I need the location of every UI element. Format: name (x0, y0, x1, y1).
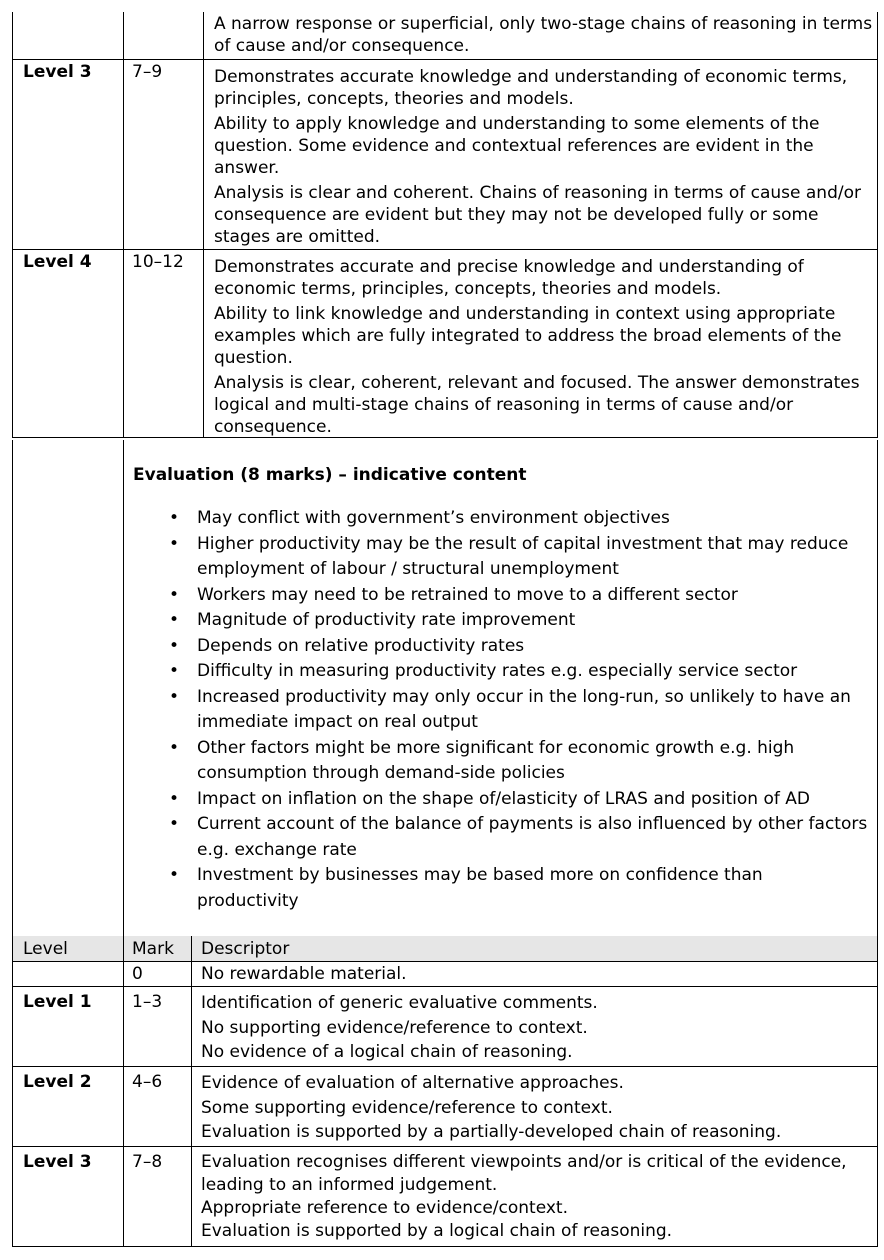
descriptor-text: Ability to apply knowledge and understanding to some elements of the question. Some evidence and contextual references are evident in the answer. (214, 114, 820, 178)
list-item (133, 787, 877, 813)
list-item (133, 532, 877, 583)
descriptor-text: No evidence of a logical chain of reasoning. (201, 1042, 573, 1062)
bullet-text: May conflict with government’s environment objectives (197, 508, 670, 528)
bullet-text: Investment by businesses may be based more on confidence than productivity (197, 865, 763, 911)
descriptor-cell (191, 987, 877, 1066)
table-row (13, 1147, 877, 1247)
level-cell (13, 962, 123, 986)
bullet-text: Higher productivity may be the result of capital investment that may reduce employment of labour / structural unemployment (197, 533, 849, 579)
bullet-text: Other factors might be more significant for economic growth e.g. high consumption through demand-side policies (197, 737, 795, 783)
evaluation-section (12, 440, 878, 936)
list-item (133, 583, 877, 609)
descriptor-text: Evidence of evaluation of alternative approaches. (201, 1073, 624, 1093)
evaluation-content (123, 440, 877, 936)
level-cell: Level 3 (23, 62, 92, 82)
list-item (133, 634, 877, 660)
descriptor-text: Evaluation is supported by a logical chain of reasoning. (201, 1221, 673, 1241)
descriptor-text: Analysis is clear and coherent. Chains of reasoning in terms of cause and/or consequence are evident but they may not be developed fully or some stages are omitted. (214, 183, 861, 247)
list-item (133, 659, 877, 685)
descriptor-text: No supporting evidence/reference to context. (201, 1017, 588, 1038)
bullet-icon: • (169, 584, 180, 605)
empty-level-column (13, 440, 123, 936)
mark-cell: 1–3 (123, 987, 191, 1066)
bullet-icon: • (169, 865, 180, 885)
mark-cell: 0 (123, 962, 191, 986)
list-item (133, 812, 877, 863)
list-item (133, 506, 877, 532)
table-row (13, 12, 877, 60)
descriptor-text: Analysis is clear, coherent, relevant and focused. The answer demonstrates logical and multi-stage chains of reasoning in terms of cause and/or consequence. (214, 373, 860, 437)
bullet-icon: • (169, 610, 180, 630)
mark-cell: 7–8 (123, 1147, 191, 1246)
list-item (133, 608, 877, 634)
bullet-text: Impact on inflation on the shape of/elasticity of LRAS and position of AD (197, 788, 810, 809)
descriptor-text: A narrow response or superficial, only two-stage chains of reasoning in terms of cause and/or consequence. (214, 14, 873, 56)
indicative-content-list (133, 506, 877, 914)
bullet-icon: • (169, 788, 180, 809)
descriptor-text: Demonstrates accurate and precise knowledge and understanding of economic terms, principles, concepts, theories and models. (214, 257, 804, 299)
descriptor-cell (203, 12, 877, 59)
level-cell (13, 12, 123, 59)
mark-cell: 7–9 (123, 60, 203, 249)
descriptor-text: Identification of generic evaluative comments. (201, 993, 598, 1013)
mark-cell: 10–12 (123, 250, 203, 437)
descriptor-cell (191, 1067, 877, 1146)
descriptor-cell (191, 1147, 877, 1246)
bullet-icon: • (169, 635, 180, 656)
descriptor-cell (203, 250, 877, 437)
table-row (13, 987, 877, 1067)
table-row (13, 1067, 877, 1147)
descriptor-text: Ability to link knowledge and understanding in context using appropriate examples which are fully integrated to address the broad elements of the question. (214, 304, 842, 368)
bullet-icon: • (169, 737, 180, 758)
mark-cell: 4–6 (123, 1067, 191, 1146)
bullet-text: Increased productivity may only occur in the long-run, so unlikely to have an immediate impact on real output (197, 686, 851, 732)
bullet-text: Magnitude of productivity rate improvement (197, 610, 576, 630)
level-cell: Level 3 (23, 1152, 92, 1172)
descriptor-text: Appropriate reference to evidence/context. (201, 1198, 569, 1218)
level-cell: Level 4 (23, 252, 92, 272)
bullet-icon: • (169, 533, 180, 554)
list-item (133, 685, 877, 736)
evaluation-levels-table (12, 936, 878, 1247)
level-header: Level (23, 939, 68, 959)
bullet-icon: • (169, 814, 180, 834)
bullet-text: Depends on relative productivity rates (197, 635, 525, 656)
level-cell: Level 2 (23, 1072, 92, 1092)
descriptor-cell (203, 60, 877, 249)
table-header-row (13, 936, 877, 962)
bullet-icon: • (169, 661, 180, 681)
descriptor-text: Some supporting evidence/reference to context. (201, 1097, 613, 1118)
bullet-text: Workers may need to be retrained to move to a different sector (197, 584, 738, 605)
level-cell: Level 1 (23, 992, 92, 1012)
analysis-levels-table (12, 12, 878, 438)
descriptor-cell: No rewardable material. (191, 962, 877, 986)
bullet-icon: • (169, 508, 180, 528)
list-item (133, 863, 877, 914)
table-row (13, 962, 877, 987)
bullet-icon: • (169, 686, 180, 707)
mark-header: Mark (123, 936, 191, 961)
descriptor-text: Evaluation recognises different viewpoints and/or is critical of the evidence, leading to an informed judgement. (201, 1152, 847, 1195)
table-row (13, 60, 877, 250)
descriptor-text: Evaluation is supported by a partially-developed chain of reasoning. (201, 1122, 782, 1142)
bullet-text: Difficulty in measuring productivity rates e.g. especially service sector (197, 661, 798, 681)
table-row (13, 250, 877, 438)
mark-cell (123, 12, 203, 59)
descriptor-text: Demonstrates accurate knowledge and understanding of economic terms, principles, concepts, theories and models. (214, 67, 848, 109)
list-item (133, 736, 877, 787)
descriptor-header: Descriptor (191, 936, 877, 961)
evaluation-heading: Evaluation (8 marks) – indicative content (133, 465, 527, 485)
bullet-text: Current account of the balance of payments is also influenced by other factors e.g. exchange rate (197, 814, 868, 860)
